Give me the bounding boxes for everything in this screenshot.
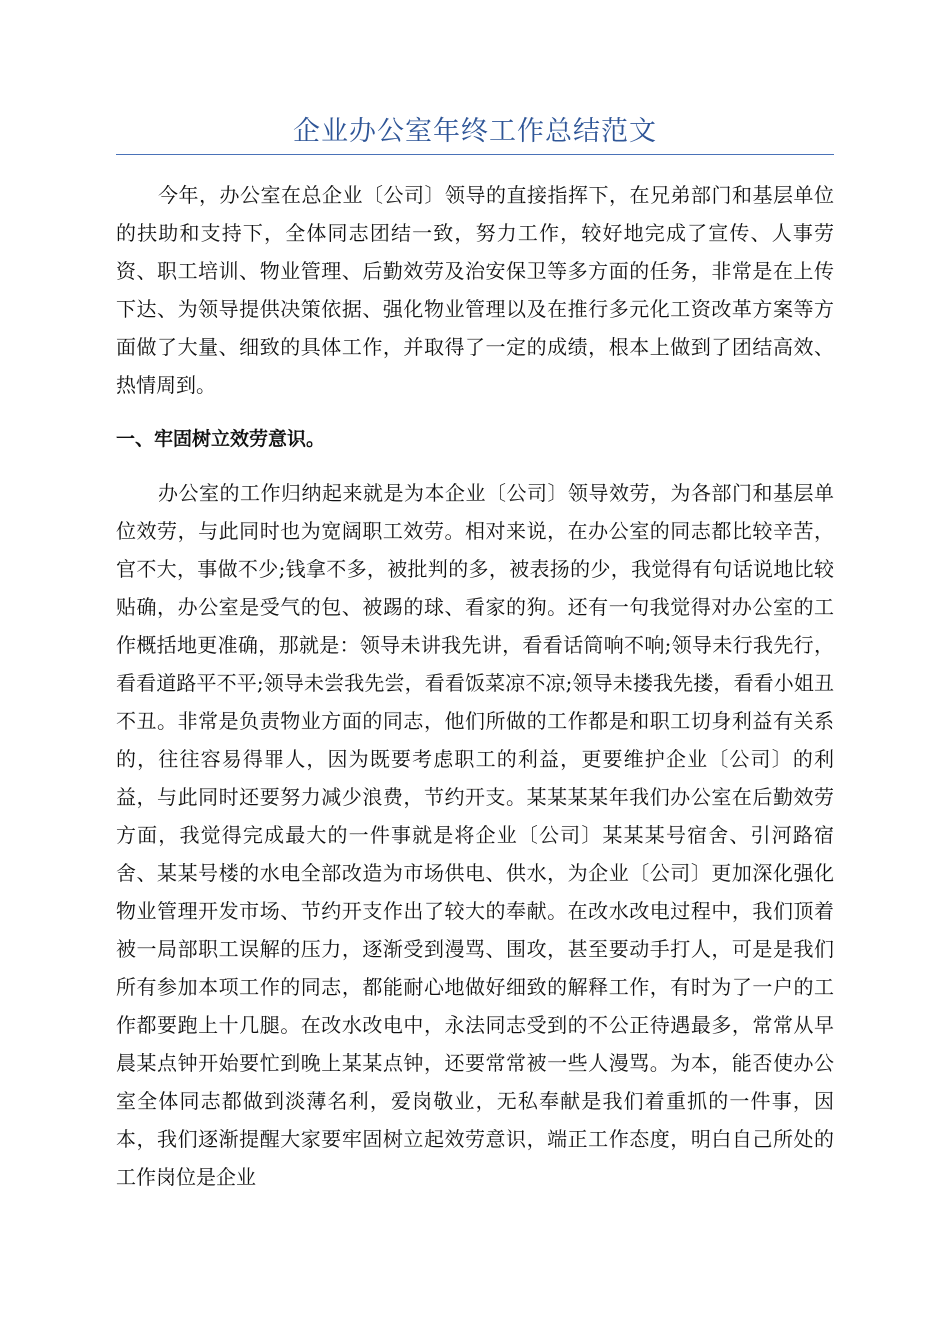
intro-paragraph: 今年，办公室在总企业〔公司〕领导的直接指挥下，在兄弟部门和基层单位的扶助和支持下，全体同志团结一致，努力工作，较好地完成了宣传、人事劳资、职工培训、物业管理、后勤效劳及治安保卫等多方面的任务，非常是在上传下达、为领导提供决策依据、强化物业管理以及在推行多元化工资改革方案等方面做了大量、细致的具体工作，并取得了一定的成绩，根本上做到了团结高效、热情周到。 (116, 183, 834, 397)
document-title: 企业办公室年终工作总结范文 (293, 116, 657, 147)
title-underline (116, 154, 834, 155)
section-heading: 一、牢固树立效劳意识。 (116, 428, 326, 450)
section-paragraph: 办公室的工作归纳起来就是为本企业〔公司〕领导效劳，为各部门和基层单位效劳，与此同时也为宽阔职工效劳。相对来说，在办公室的同志都比较辛苦，官不大，事做不少;钱拿不多，被批判的多，被表扬的少，我觉得有句话说地比较贴确，办公室是受气的包、被踢的球、看家的狗。还有一句我觉得对办公室的工作概括地更准确，那就是：领导未讲我先讲，看看话筒响不响;领导未行我先行，看看道路平不平;领导未尝我先尝，看看饭菜凉不凉;领导未搂我先搂，看看小姐丑不丑。非常是负责物业方面的同志，他们所做的工作都是和职工切身利益有关系的，往往容易得罪人，因为既要考虑职工的利益，更要维护企业〔公司〕的利益，与此同时还要努力减少浪费，节约开支。某某某某年我们办公室在后勤效劳方面，我觉得完成最大的一件事就是将企业〔公司〕某某某号宿舍、引河路宿舍、某某号楼的水电全部改造为市场供电、供水，为企业〔公司〕更加深化强化物业管理开发市场、节约开支作出了较大的奉献。在改水改电过程中，我们顶着被一局部职工误解的压力，逐渐受到漫骂、围攻，甚至要动手打人，可是是我们所有参加本项工作的同志，都能耐心地做好细致的解释工作，有时为了一户的工作都要跑上十几腿。在改水改电中，永法同志受到的不公正待遇最多，常常从早晨某点钟开始要忙到晚上某某点钟，还要常常被一些人漫骂。为本，能否使办公室全体同志都做到淡薄名利，爱岗敬业，无私奉献是我们着重抓的一件事，因本，我们逐渐提醒大家要牢固树立起效劳意识，端正工作态度，明白自己所处的工作岗位是企业 (116, 481, 834, 1189)
